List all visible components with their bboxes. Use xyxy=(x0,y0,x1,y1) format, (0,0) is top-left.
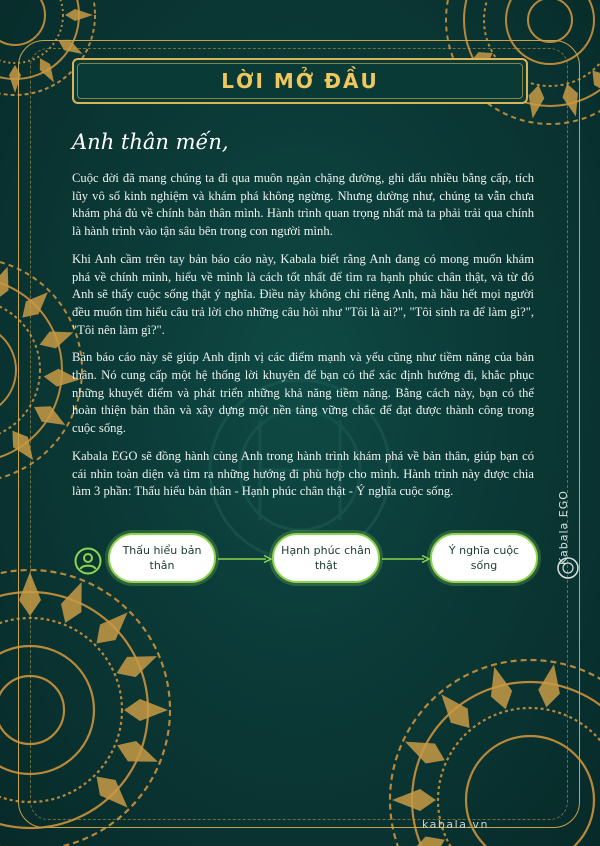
paragraph: Khi Anh cầm trên tay bản báo cáo này, Kabala biết rằng Anh đang có mong muốn khám phá về chính mình, hiểu về mình là cách tốt nhất để tìm ra hạnh phúc chân thật, và từ đó Anh sẽ thấy cuộc sống thật ý nghĩa. Điều này không chỉ riêng Anh, mà hầu hết mọi người đều muốn tìm hiểu câu trả lời cho những câu hỏi như "Tôi là ai?", "Tôi sinh ra để làm gì?", "Tôi nên làm gì?". xyxy=(72,251,534,337)
footer-website: kabala.vn xyxy=(422,818,489,831)
title-banner xyxy=(72,58,528,104)
journey-flow xyxy=(70,527,540,597)
flow-step-3 xyxy=(430,533,538,583)
page-title: LỜI MỞ ĐẦU xyxy=(221,69,379,93)
flow-step-label: Thấu hiểu bản thân xyxy=(122,544,202,572)
flow-step-2 xyxy=(272,533,380,583)
person-circle-icon xyxy=(74,547,102,575)
intro-body xyxy=(72,170,534,511)
flow-step-1 xyxy=(108,533,216,583)
flow-step-label: Ý nghĩa cuộc sống xyxy=(448,544,520,572)
paragraph: Cuộc đời đã mang chúng ta đi qua muôn ngàn chặng đường, ghi dấu nhiều bằng cấp, tích lũy vô số kinh nghiệm và khám phá không ngừng. Nhưng dường như, chúng ta vẫn chưa khám phá đủ về chính bản thân mình. Hành trình quan trọng nhất mà ta phải trải qua chính là hành trình vào tận sâu bên trong con người mình. xyxy=(72,171,534,239)
arrow-right-icon xyxy=(218,555,272,563)
paragraph: Bản báo cáo này sẽ giúp Anh định vị các điểm mạnh và yếu cũng như tiềm năng của bản thân. Nó cung cấp một hệ thống lời khuyên để bạn có thể xác định hướng đi, khắc phục những khuyết điểm và phát triển những khả năng tiềm năng. Bằng cách này, bạn có thể hoàn thiện bản thân và xây dựng một nền tảng vững chắc để đạt được thành công trong cuộc sống. xyxy=(72,350,534,436)
kabala-logo-icon xyxy=(556,556,580,580)
brand-vertical-text: Kabala EGO xyxy=(557,490,570,565)
flow-step-label: Hạnh phúc chân thật xyxy=(281,544,371,572)
arrow-right-icon xyxy=(382,555,430,563)
paragraph: Kabala EGO sẽ đồng hành cùng Anh trong hành trình khám phá về bản thân, giúp bạn có cái nhìn toàn diện và tìm ra những hướng đi phù hợp cho mình. Hành trình này được chia làm 3 phần: Thấu hiểu bản thân - Hạnh phúc chân thật - Ý nghĩa cuộc sống. xyxy=(72,448,534,499)
brand-vertical-mark xyxy=(556,460,580,580)
salutation: Anh thân mến, xyxy=(72,130,229,154)
